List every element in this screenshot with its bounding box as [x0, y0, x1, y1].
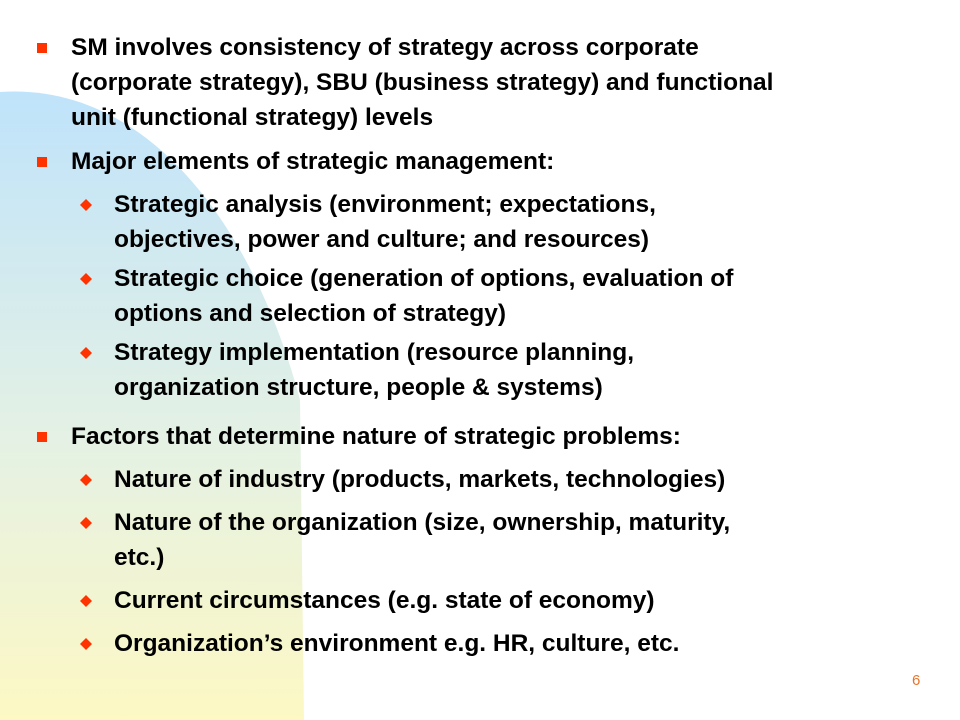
bullet-line: etc.)	[114, 544, 165, 571]
bullet-line: options and selection of strategy)	[114, 300, 507, 327]
diamond-bullet-icon	[80, 595, 92, 607]
diamond-bullet-icon	[80, 638, 92, 650]
diamond-bullet-icon	[80, 199, 92, 211]
square-bullet-icon	[37, 432, 47, 442]
diamond-bullet-icon	[80, 273, 92, 285]
page-number: 6	[912, 672, 921, 689]
bullet-line: Major elements of strategic management:	[71, 148, 555, 175]
bullet-line: objectives, power and culture; and resources)	[114, 226, 650, 253]
bullet-line: SM involves consistency of strategy across corporate	[71, 34, 699, 61]
diamond-bullet-icon	[80, 347, 92, 359]
bullet-line: Organization’s environment e.g. HR, culture, etc.	[114, 630, 680, 657]
bullet-line: Strategic choice (generation of options, evaluation of	[114, 265, 734, 292]
bullet-line: Factors that determine nature of strategic problems:	[71, 423, 681, 450]
bullet-line: Nature of industry (products, markets, technologies)	[114, 466, 726, 493]
bullet-line: unit (functional strategy) levels	[71, 104, 434, 131]
bullet-line: (corporate strategy), SBU (business strategy) and functional	[71, 69, 774, 96]
bullet-line: organization structure, people & systems)	[114, 374, 603, 401]
bullet-line: Strategic analysis (environment; expectations,	[114, 191, 656, 218]
diamond-bullet-icon	[80, 474, 92, 486]
square-bullet-icon	[37, 157, 47, 167]
square-bullet-icon	[37, 43, 47, 53]
bullet-line: Nature of the organization (size, ownership, maturity,	[114, 509, 731, 536]
bullet-line: Strategy implementation (resource planning,	[114, 339, 635, 366]
bullet-line: Current circumstances (e.g. state of economy)	[114, 587, 655, 614]
diamond-bullet-icon	[80, 517, 92, 529]
